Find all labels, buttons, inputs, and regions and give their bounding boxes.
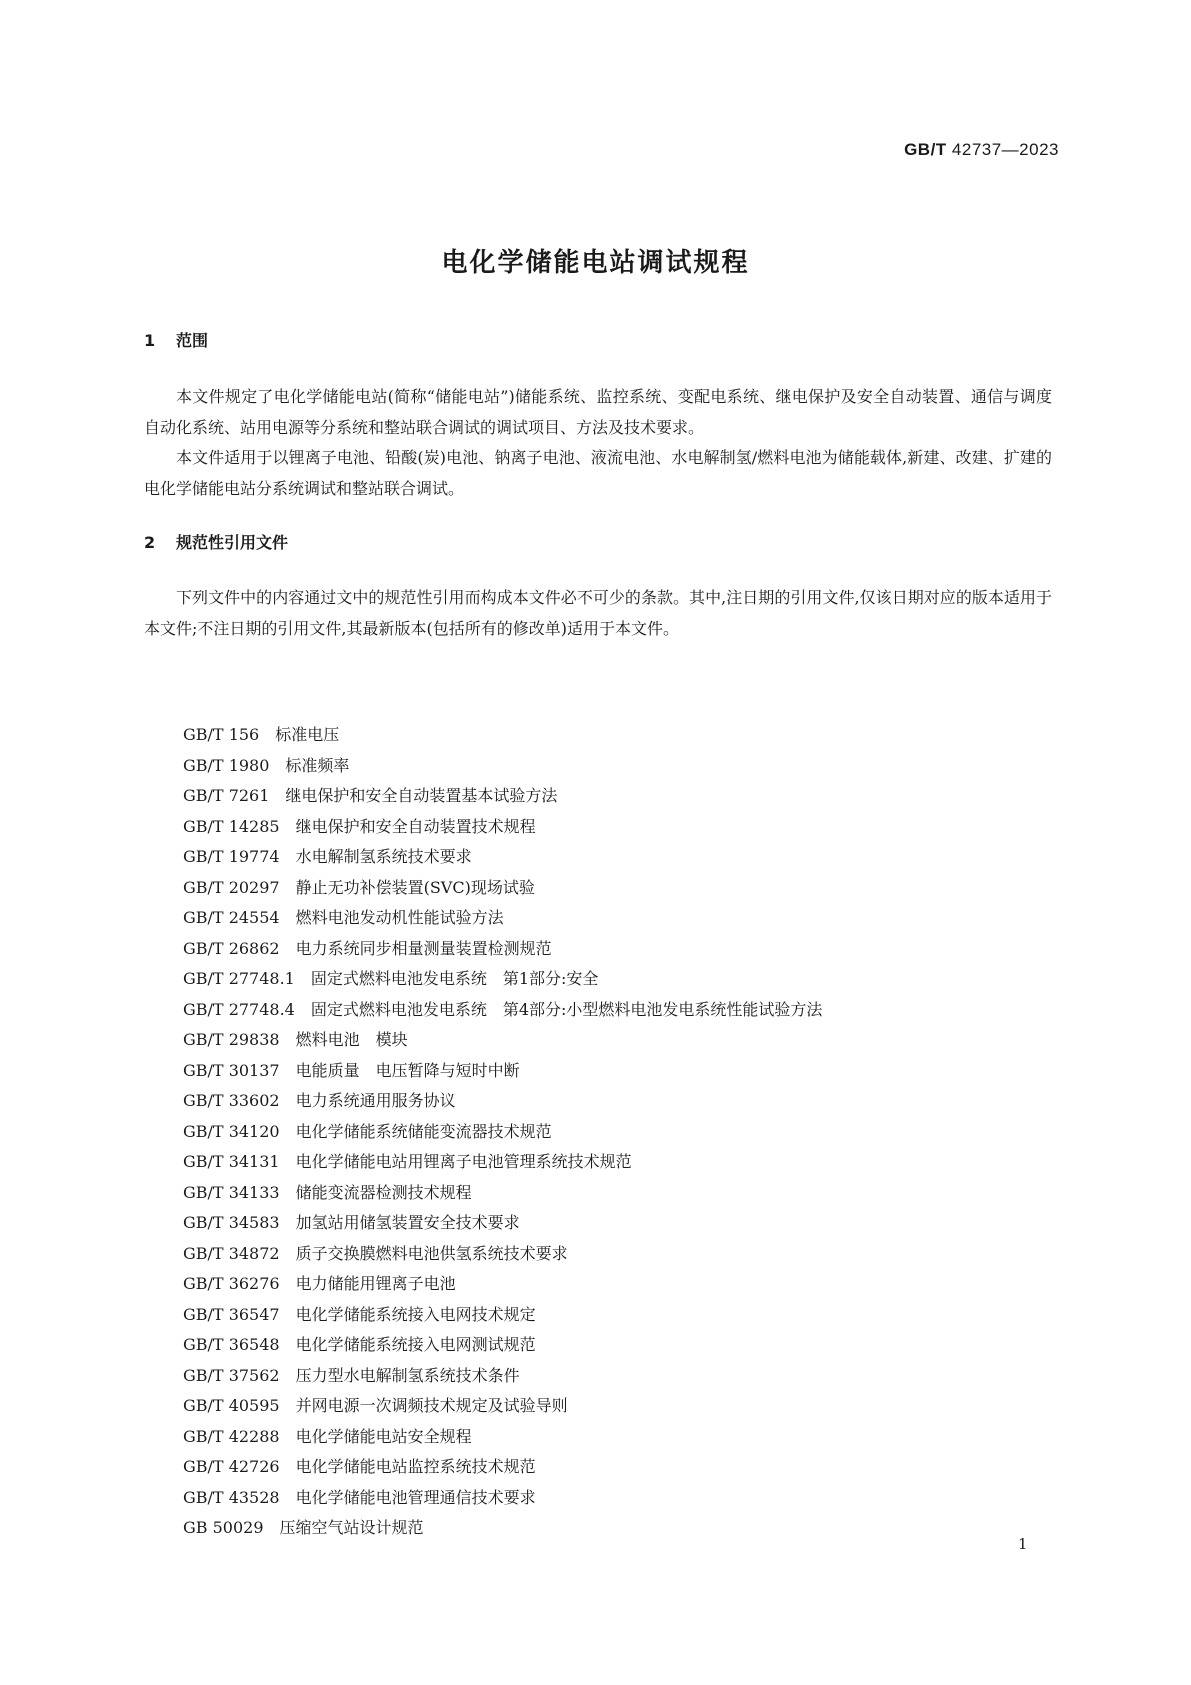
reference-title: 固定式燃料电池发电系统 第4部分:小型燃料电池发电系统性能试验方法 [310, 999, 823, 1019]
page-number: 1 [1018, 1535, 1028, 1553]
reference-code: GB/T 20297 [183, 877, 280, 897]
reference-item [183, 1422, 822, 1453]
reference-code: GB/T 27748.4 [183, 999, 295, 1019]
reference-item [183, 812, 822, 843]
reference-item [183, 1452, 822, 1483]
standard-prefix: GB/T [904, 140, 947, 159]
reference-title: 压缩空气站设计规范 [279, 1518, 424, 1537]
reference-item [183, 1025, 822, 1056]
reference-item [183, 995, 822, 1026]
document-title: 电化学储能电站调试规程 [441, 248, 750, 278]
reference-code: GB/T 29838 [183, 1030, 280, 1049]
reference-title: 燃料电池发动机性能试验方法 [295, 908, 504, 927]
references-intro: 下列文件中的内容通过文中的规范性引用而构成本文件必不可少的条款。其中,注日期的引用文件,仅该日期对应的版本适用于本文件;不注日期的引用文件,其最新版本(包括所有的修改单)适用于本文件。 [144, 588, 1052, 638]
scope-paragraph: 本文件适用于以锂离子电池、铅酸(炭)电池、钠离子电池、液流电池、水电解制氢/燃料电池为储能载体,新建、改建、扩建的电化学储能电站分系统调试和整站联合调试。 [144, 448, 1052, 498]
reference-title: 电化学储能电池管理通信技术要求 [295, 1487, 536, 1507]
reference-code: GB/T 34131 [183, 1152, 280, 1171]
reference-item [183, 1300, 822, 1331]
reference-item [183, 934, 822, 965]
reference-code: GB/T 27748.1 [183, 969, 295, 988]
reference-code: GB/T 40595 [183, 1396, 280, 1415]
reference-item [183, 1330, 822, 1361]
reference-title: 水电解制氢系统技术要求 [295, 847, 472, 866]
reference-title: 电能质量 电压暂降与短时中断 [295, 1060, 520, 1080]
section-number: 1 [144, 331, 156, 350]
reference-title: 储能变流器检测技术规程 [295, 1182, 472, 1202]
reference-code: GB/T 34872 [183, 1243, 280, 1263]
reference-item [183, 1483, 822, 1514]
reference-code: GB/T 14285 [183, 816, 280, 836]
section-number: 2 [144, 533, 156, 552]
reference-item [183, 1391, 822, 1422]
reference-item [183, 1513, 822, 1544]
reference-title: 电化学储能系统储能变流器技术规范 [295, 1121, 552, 1141]
reference-title: 电化学储能系统接入电网技术规定 [295, 1304, 536, 1324]
standard-code [904, 140, 1059, 160]
reference-code: GB/T 37562 [183, 1365, 280, 1385]
section-1-heading [144, 328, 208, 351]
reference-title: 电化学储能系统接入电网测试规范 [295, 1335, 536, 1354]
reference-item [183, 781, 822, 812]
reference-item [183, 1178, 822, 1209]
reference-code: GB/T 33602 [183, 1091, 280, 1110]
section-title: 范围 [176, 331, 209, 350]
reference-title: 电力系统同步相量测量装置检测规范 [295, 938, 552, 958]
reference-code: GB/T 1980 [183, 755, 270, 775]
reference-list [183, 720, 822, 1544]
reference-title: 质子交换膜燃料电池供氢系统技术要求 [295, 1243, 568, 1263]
reference-title: 固定式燃料电池发电系统 第1部分:安全 [310, 969, 599, 988]
reference-code: GB/T 19774 [183, 847, 280, 866]
reference-code: GB/T 36548 [183, 1335, 280, 1354]
reference-item [183, 751, 822, 782]
reference-code: GB/T 34583 [183, 1213, 280, 1232]
reference-item [183, 720, 822, 751]
reference-code: GB/T 24554 [183, 908, 280, 927]
reference-item [183, 1147, 822, 1178]
reference-code: GB/T 42288 [183, 1426, 280, 1446]
reference-title: 加氢站用储氢装置安全技术要求 [295, 1213, 520, 1232]
reference-item [183, 1086, 822, 1117]
reference-title: 电力系统通用服务协议 [295, 1091, 456, 1110]
reference-code: GB/T 34120 [183, 1121, 280, 1141]
reference-title: 继电保护和安全自动装置技术规程 [295, 816, 536, 836]
reference-code: GB/T 36276 [183, 1274, 280, 1293]
reference-item [183, 964, 822, 995]
reference-code: GB 50029 [183, 1518, 264, 1537]
reference-title: 压力型水电解制氢系统技术条件 [295, 1365, 520, 1385]
scope-paragraph: 本文件规定了电化学储能电站(简称“储能电站”)储能系统、监控系统、变配电系统、继电保护及安全自动装置、通信与调度自动化系统、站用电源等分系统和整站联合调试的调试项目、方法及技术要求。 [144, 387, 1052, 437]
reference-title: 静止无功补偿装置(SVC)现场试验 [295, 877, 535, 897]
reference-code: GB/T 34133 [183, 1182, 280, 1202]
reference-code: GB/T 43528 [183, 1487, 280, 1507]
reference-code: GB/T 7261 [183, 786, 270, 805]
reference-title: 标准频率 [285, 755, 350, 775]
reference-code: GB/T 42726 [183, 1457, 280, 1476]
reference-title: 电化学储能电站监控系统技术规范 [295, 1457, 536, 1476]
reference-title: 电力储能用锂离子电池 [295, 1274, 456, 1293]
reference-code: GB/T 26862 [183, 938, 280, 958]
section-title: 规范性引用文件 [176, 533, 289, 552]
reference-item [183, 1208, 822, 1239]
reference-title: 电化学储能电站安全规程 [295, 1426, 472, 1446]
standard-number: 42737—2023 [951, 140, 1059, 159]
reference-item [183, 1269, 822, 1300]
reference-code: GB/T 30137 [183, 1060, 280, 1080]
section-2-heading [144, 530, 288, 553]
reference-code: GB/T 156 [183, 725, 260, 744]
reference-item [183, 1056, 822, 1087]
reference-item [183, 903, 822, 934]
reference-item [183, 1117, 822, 1148]
reference-code: GB/T 36547 [183, 1304, 280, 1324]
reference-title: 继电保护和安全自动装置基本试验方法 [285, 786, 558, 805]
reference-item [183, 1361, 822, 1392]
reference-title: 并网电源一次调频技术规定及试验导则 [295, 1396, 568, 1415]
reference-item [183, 842, 822, 873]
reference-title: 电化学储能电站用锂离子电池管理系统技术规范 [295, 1152, 632, 1171]
reference-title: 燃料电池 模块 [295, 1030, 408, 1049]
reference-item [183, 873, 822, 904]
reference-title: 标准电压 [275, 725, 340, 744]
reference-item [183, 1239, 822, 1270]
